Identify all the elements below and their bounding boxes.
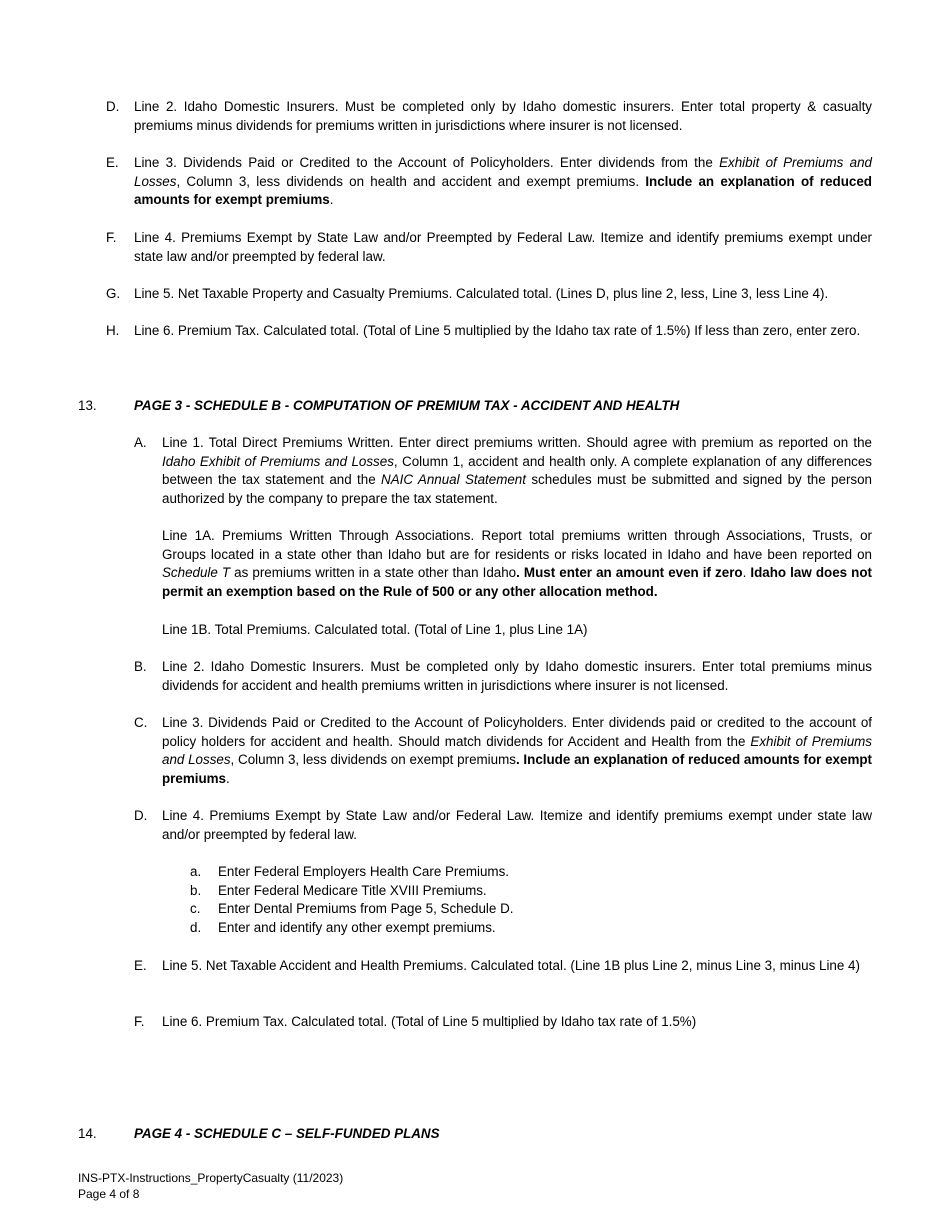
s13-item-f-label: F.: [134, 1014, 145, 1029]
s12-item-e-text: [134, 154, 872, 210]
s12-item-h-label: H.: [106, 323, 120, 338]
s13-line-1b-text: [162, 621, 872, 640]
s12-item-f-text: [134, 229, 872, 266]
text-run: Idaho Exhibit of Premiums and Losses: [162, 453, 394, 469]
text-run: schedules must be submitted and signed by the person authorized by the company to prepare the tax statement.: [162, 472, 872, 506]
s13-item-d-text: [162, 807, 872, 844]
text-run: Idaho law does not permit an exemption based on the Rule of 500 or any other allocation method.: [162, 565, 872, 599]
s13-line-1a-text: [162, 527, 872, 601]
s13-subitem-a-text: Enter Federal Employers Health Care Premiums.: [218, 864, 509, 879]
s13-item-b-text: [162, 658, 872, 695]
text-run: Line 1B. Total Premiums. Calculated total. (Total of Line 1, plus Line 1A): [162, 622, 588, 637]
section-13-title: PAGE 3 - SCHEDULE B - COMPUTATION OF PREMIUM TAX - ACCIDENT AND HEALTH: [134, 398, 680, 413]
s13-item-e-label: E.: [134, 958, 147, 973]
s12-item-g-text: [134, 285, 872, 304]
footer-page-number: Page 4 of 8: [78, 1187, 140, 1201]
text-run: Include an explanation of reduced amounts for exempt premiums: [134, 173, 872, 208]
text-run: Exhibit of Premiums and Losses: [134, 155, 872, 189]
s13-subitem-c-label: c.: [190, 901, 201, 916]
text-run: Line 4. Premiums Exempt by State Law and/or Federal Law. Itemize and identify premiums exempt under state law and/or preempted by federal law.: [162, 808, 872, 842]
text-run: Schedule T: [162, 565, 231, 581]
text-run: . Include an explanation of reduced amounts for exempt premiums: [162, 752, 872, 786]
text-run: Line 5. Net Taxable Property and Casualty Premiums. Calculated total. (Lines D, plus line 2, less, Line 3, less Line 4).: [134, 286, 829, 301]
text-run: Line 4. Premiums Exempt by State Law and/or Preempted by Federal Law. Itemize and identify premiums exempt under state law and/or preempted by federal law.: [134, 230, 872, 264]
s13-item-d-label: D.: [134, 808, 148, 823]
text-run: .: [742, 565, 751, 581]
page-footer: [78, 1170, 343, 1202]
s12-item-h-text: [134, 322, 872, 341]
s12-item-g-label: G.: [106, 286, 121, 301]
footer-form-id: INS-PTX-Instructions_PropertyCasualty (11/2023): [78, 1171, 344, 1185]
s13-item-e-text: [162, 957, 872, 976]
section-13-number: 13.: [78, 398, 97, 413]
text-run: Line 6. Premium Tax. Calculated total. (Total of Line 5 multiplied by the Idaho tax rate of 1.5%) If less than zero, enter zero.: [134, 323, 861, 338]
text-run: Line 1A. Premiums Written Through Associations. Report total premiums written through Associations, Trusts, or Groups located in a state other than Idaho but are for residents or risks located in Idaho and have been reported on: [162, 528, 872, 562]
text-run: Line 6. Premium Tax. Calculated total. (Total of Line 5 multiplied by Idaho tax rate of 1.5%): [162, 1014, 697, 1029]
text-run: , Column 1, accident and health only. A complete explanation of any differences between the tax statement and the: [162, 453, 873, 488]
s13-subitem-d-text: Enter and identify any other exempt premiums.: [218, 920, 496, 935]
s13-item-f-text: [162, 1013, 872, 1032]
s12-item-d-label: D.: [106, 99, 120, 114]
s12-item-f-label: F.: [106, 230, 117, 245]
s13-subitem-b-text: Enter Federal Medicare Title XVIII Premiums.: [218, 883, 487, 898]
text-run: , Column 3, less dividends on exempt premiums: [230, 752, 516, 768]
s12-item-d-text: [134, 98, 872, 135]
s13-subitem-a-label: a.: [190, 864, 202, 879]
section-14-title: PAGE 4 - SCHEDULE C – SELF-FUNDED PLANS: [134, 1126, 440, 1141]
text-run: . Must enter an amount even if zero: [516, 565, 743, 581]
s13-subitem-b-label: b.: [190, 883, 202, 898]
s13-item-b-label: B.: [134, 659, 147, 674]
s13-subitem-d-label: d.: [190, 920, 202, 935]
text-run: .: [226, 770, 230, 786]
text-run: .: [329, 192, 334, 208]
s13-item-c-label: C.: [134, 715, 148, 730]
s13-item-a-text: [162, 434, 872, 508]
text-run: Line 2. Idaho Domestic Insurers. Must be completed only by Idaho domestic insurers. Enter total property & casualty premiums minus dividends for premiums written in jurisdictions where insurer is not licensed.: [134, 99, 872, 133]
s12-item-e-label: E.: [106, 155, 119, 170]
text-run: , Column 3, less dividends on health and accident and exempt premiums.: [176, 173, 646, 189]
s13-item-a-label: A.: [134, 435, 147, 450]
text-run: Line 1. Total Direct Premiums Written. Enter direct premiums written. Should agree with premium as reported on the: [162, 435, 872, 450]
text-run: Line 2. Idaho Domestic Insurers. Must be completed only by Idaho domestic insurers. Enter total premiums minus dividends for accident and health premiums written in jurisdictions where insurer is not licensed.: [162, 659, 872, 693]
text-run: Line 5. Net Taxable Accident and Health Premiums. Calculated total. (Line 1B plus Line 2, minus Line 3, minus Line 4): [162, 958, 860, 973]
text-run: Line 3. Dividends Paid or Credited to the Account of Policyholders. Enter dividends from the: [134, 155, 720, 170]
text-run: Line 3. Dividends Paid or Credited to the Account of Policyholders. Enter dividends paid or credited to the account of policy holders for accident and health. Should match dividends for Accident and Health from the: [162, 715, 872, 749]
text-run: Exhibit of Premiums and Losses: [162, 733, 872, 768]
text-run: as premiums written in a state other than Idaho: [230, 565, 517, 581]
section-14-number: 14.: [78, 1126, 97, 1141]
text-run: NAIC Annual Statement: [381, 472, 526, 488]
s13-subitem-c-text: Enter Dental Premiums from Page 5, Schedule D.: [218, 901, 514, 916]
s13-item-c-text: [162, 714, 872, 788]
